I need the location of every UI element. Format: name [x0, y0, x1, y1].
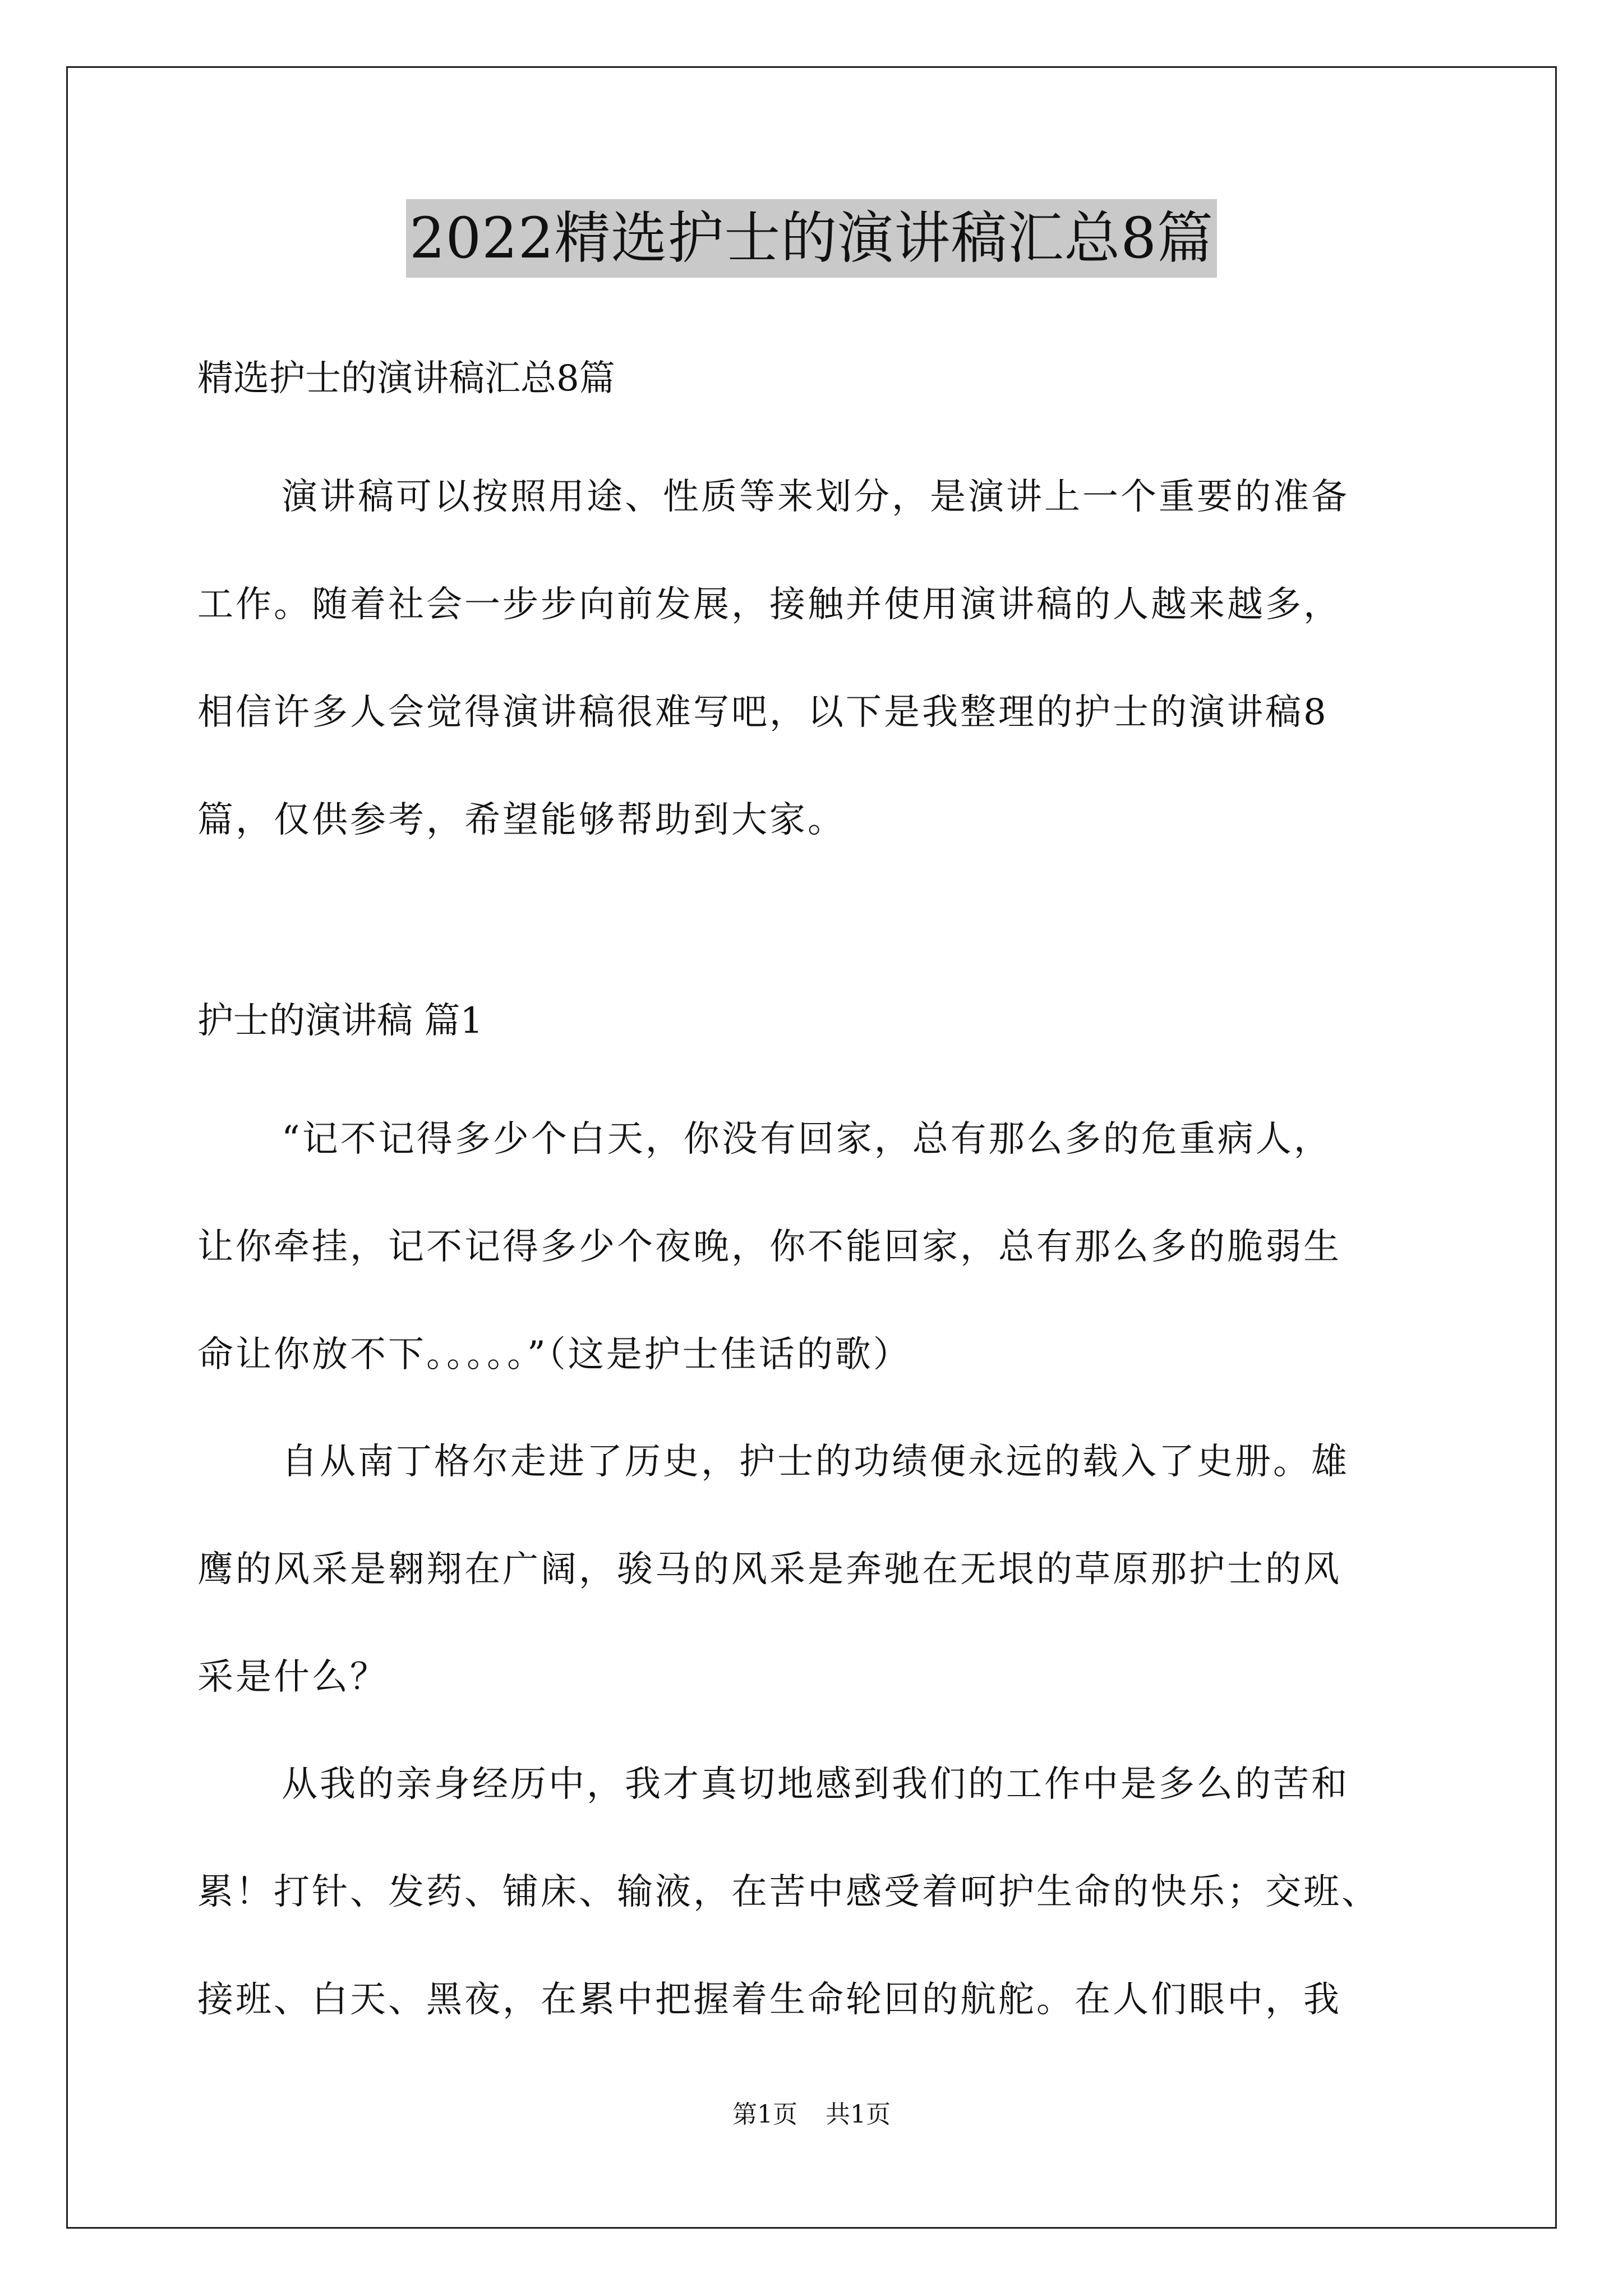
intro-paragraph: [197, 443, 1431, 874]
s1p2-line-2: 鹰的风采是翱翔在广阔，骏马的风采是奔驰在无垠的草原那护士的风: [197, 1549, 1341, 1590]
intro-line-2: 工作。随着社会一步步向前发展，接触并使用演讲稿的人越来越多，: [197, 584, 1341, 625]
intro-line-3: 相信许多人会觉得演讲稿很难写吧，以下是我整理的护士的演讲稿8: [197, 692, 1329, 733]
s1p1-line-1: “记不记得多少个白天，你没有回家，总有那么多的危重病人，: [282, 1119, 1332, 1160]
intro-line-1: 演讲稿可以按照用途、性质等来划分，是演讲上一个重要的准备: [282, 476, 1349, 518]
section1-paragraph-3: [197, 1731, 1431, 2054]
title-container: [0, 199, 1623, 278]
s1p3-line-2: 累！打针、发药、铺床、输液，在苦中感受着呵护生命的快乐；交班、: [197, 1871, 1380, 1913]
intro-line-4: 篇，仅供参考，希望能够帮助到大家。: [197, 799, 846, 841]
s1p2-line-3: 采是什么？: [197, 1657, 388, 1698]
document-title: 2022精选护士的演讲稿汇总8篇: [406, 199, 1217, 278]
page-total: 共1页: [826, 2100, 891, 2129]
page-footer: [0, 2098, 1623, 2132]
section1-paragraph-2: [197, 1408, 1431, 1731]
s1p1-line-2: 让你牵挂，记不记得多少个夜晚，你不能回家，总有那么多的脆弱生: [197, 1226, 1341, 1268]
s1p3-line-1: 从我的亲身经历中，我才真切地感到我们的工作中是多么的苦和: [282, 1764, 1349, 1805]
section1-paragraph-1: [197, 1085, 1431, 1409]
s1p3-line-3: 接班、白天、黑夜，在累中把握着生命轮回的航舵。在人们眼中，我: [197, 1979, 1341, 2021]
s1p2-line-1: 自从南丁格尔走进了历史，护士的功绩便永远的载入了史册。雄: [282, 1441, 1349, 1483]
page-number: 第1页: [732, 2100, 797, 2129]
document-subtitle: 精选护士的演讲稿汇总8篇: [197, 358, 615, 399]
section-heading: 护士的演讲稿 篇1: [197, 1000, 483, 1042]
s1p1-line-3: 命让你放不下。。。。。”（这是护士佳话的歌）: [197, 1334, 911, 1375]
